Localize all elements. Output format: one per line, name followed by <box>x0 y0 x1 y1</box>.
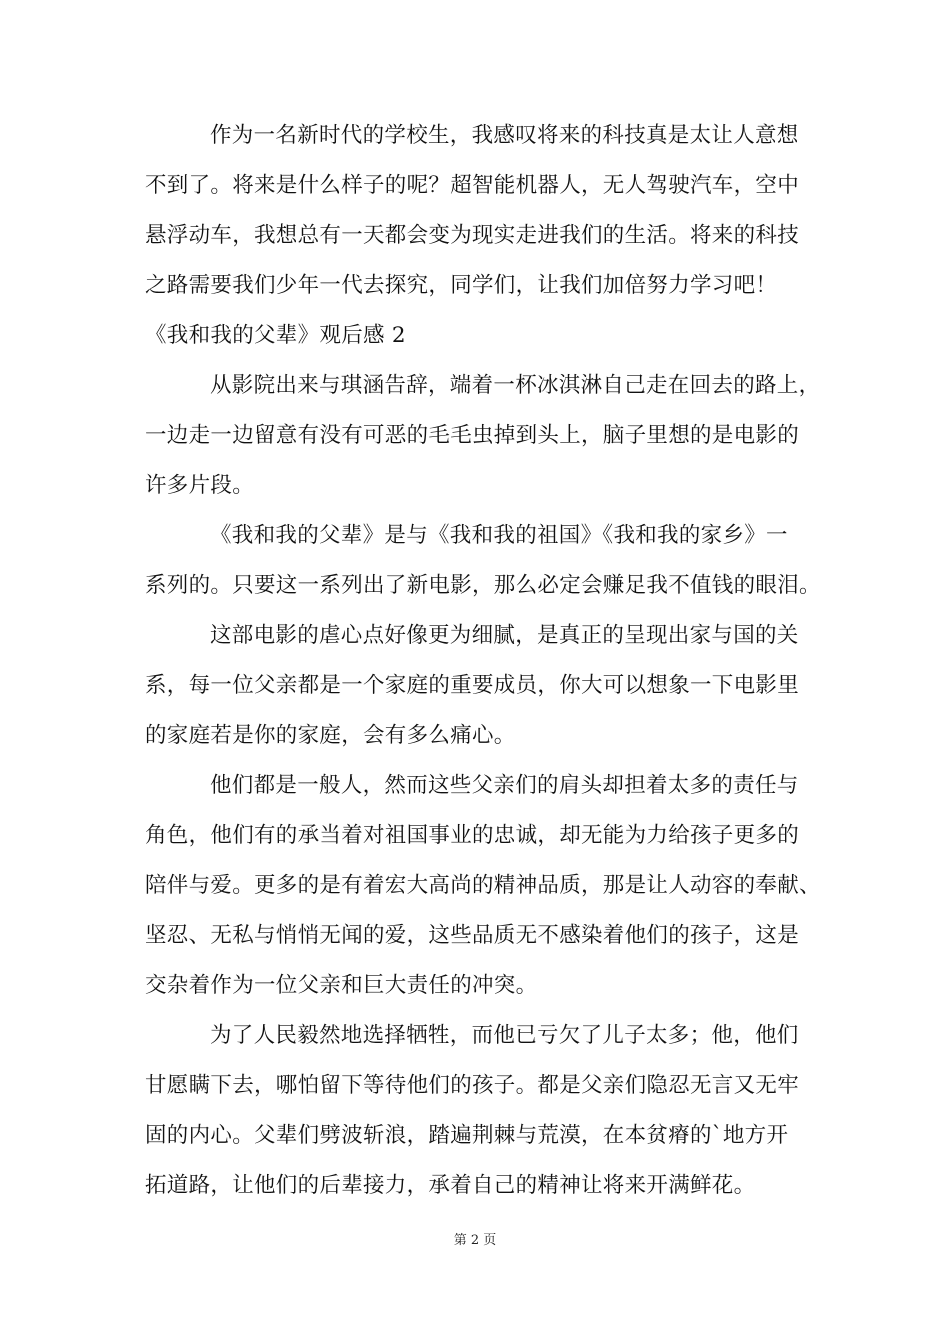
paragraph-line: 甘愿瞒下去，哪怕留下等待他们的孩子。都是父亲们隐忍无言又无牢 <box>145 1073 800 1098</box>
paragraph-line: 坚忍、无私与悄悄无闻的爱，这些品质无不感染着他们的孩子，这是 <box>145 923 800 948</box>
paragraph-line: 交杂着作为一位父亲和巨大责任的冲突。 <box>145 973 538 998</box>
paragraph-line: 角色，他们有的承当着对祖国事业的忠诚，却无能为力给孩子更多的 <box>145 823 800 848</box>
paragraph-line: 拓道路，让他们的后辈接力，承着自己的精神让将来开满鲜花。 <box>145 1173 756 1198</box>
page-number: 第 2 页 <box>453 1233 497 1248</box>
paragraph-line: 从影院出来与琪涵告辞，端着一杯冰淇淋自己走在回去的路上， <box>210 373 821 398</box>
paragraph-line: 固的内心。父辈们劈波斩浪，踏遍荆棘与荒漠，在本贫瘠的`地方开 <box>145 1123 789 1148</box>
paragraph-line: 不到了。将来是什么样子的呢？超智能机器人，无人驾驶汽车，空中 <box>145 173 800 198</box>
paragraph-line: 悬浮动车，我想总有一天都会变为现实走进我们的生活。将来的科技 <box>145 223 800 248</box>
paragraph-line: 系，每一位父亲都是一个家庭的重要成员，你大可以想象一下电影里 <box>145 673 800 698</box>
paragraph-line: 《我和我的父辈》是与《我和我的祖国》《我和我的家乡》一 <box>210 523 788 548</box>
paragraph-line: 这部电影的虐心点好像更为细腻，是真正的呈现出家与国的关 <box>210 623 799 648</box>
paragraph-line: 作为一名新时代的学校生，我感叹将来的科技真是太让人意想 <box>210 123 799 148</box>
paragraph-line: 他们都是一般人，然而这些父亲们的肩头却担着太多的责任与 <box>210 773 799 798</box>
paragraph-line: 之路需要我们少年一代去探究，同学们，让我们加倍努力学习吧！ <box>145 273 778 298</box>
paragraph-line: 许多片段。 <box>145 473 255 498</box>
paragraph-line: 的家庭若是你的家庭，会有多么痛心。 <box>145 723 516 748</box>
paragraph-line: 系列的。只要这一系列出了新电影，那么必定会赚足我不值钱的眼泪。 <box>145 573 821 598</box>
paragraph-line: 为了人民毅然地选择牺牲，而他已亏欠了儿子太多；他，他们 <box>210 1023 799 1048</box>
paragraph-line: 陪伴与爱。更多的是有着宏大高尚的精神品质，那是让人动容的奉献、 <box>145 873 821 898</box>
paragraph-line: 一边走一边留意有没有可恶的毛毛虫掉到头上，脑子里想的是电影的 <box>145 423 800 448</box>
section-heading: 《我和我的父辈》观后感 2 <box>145 323 406 348</box>
